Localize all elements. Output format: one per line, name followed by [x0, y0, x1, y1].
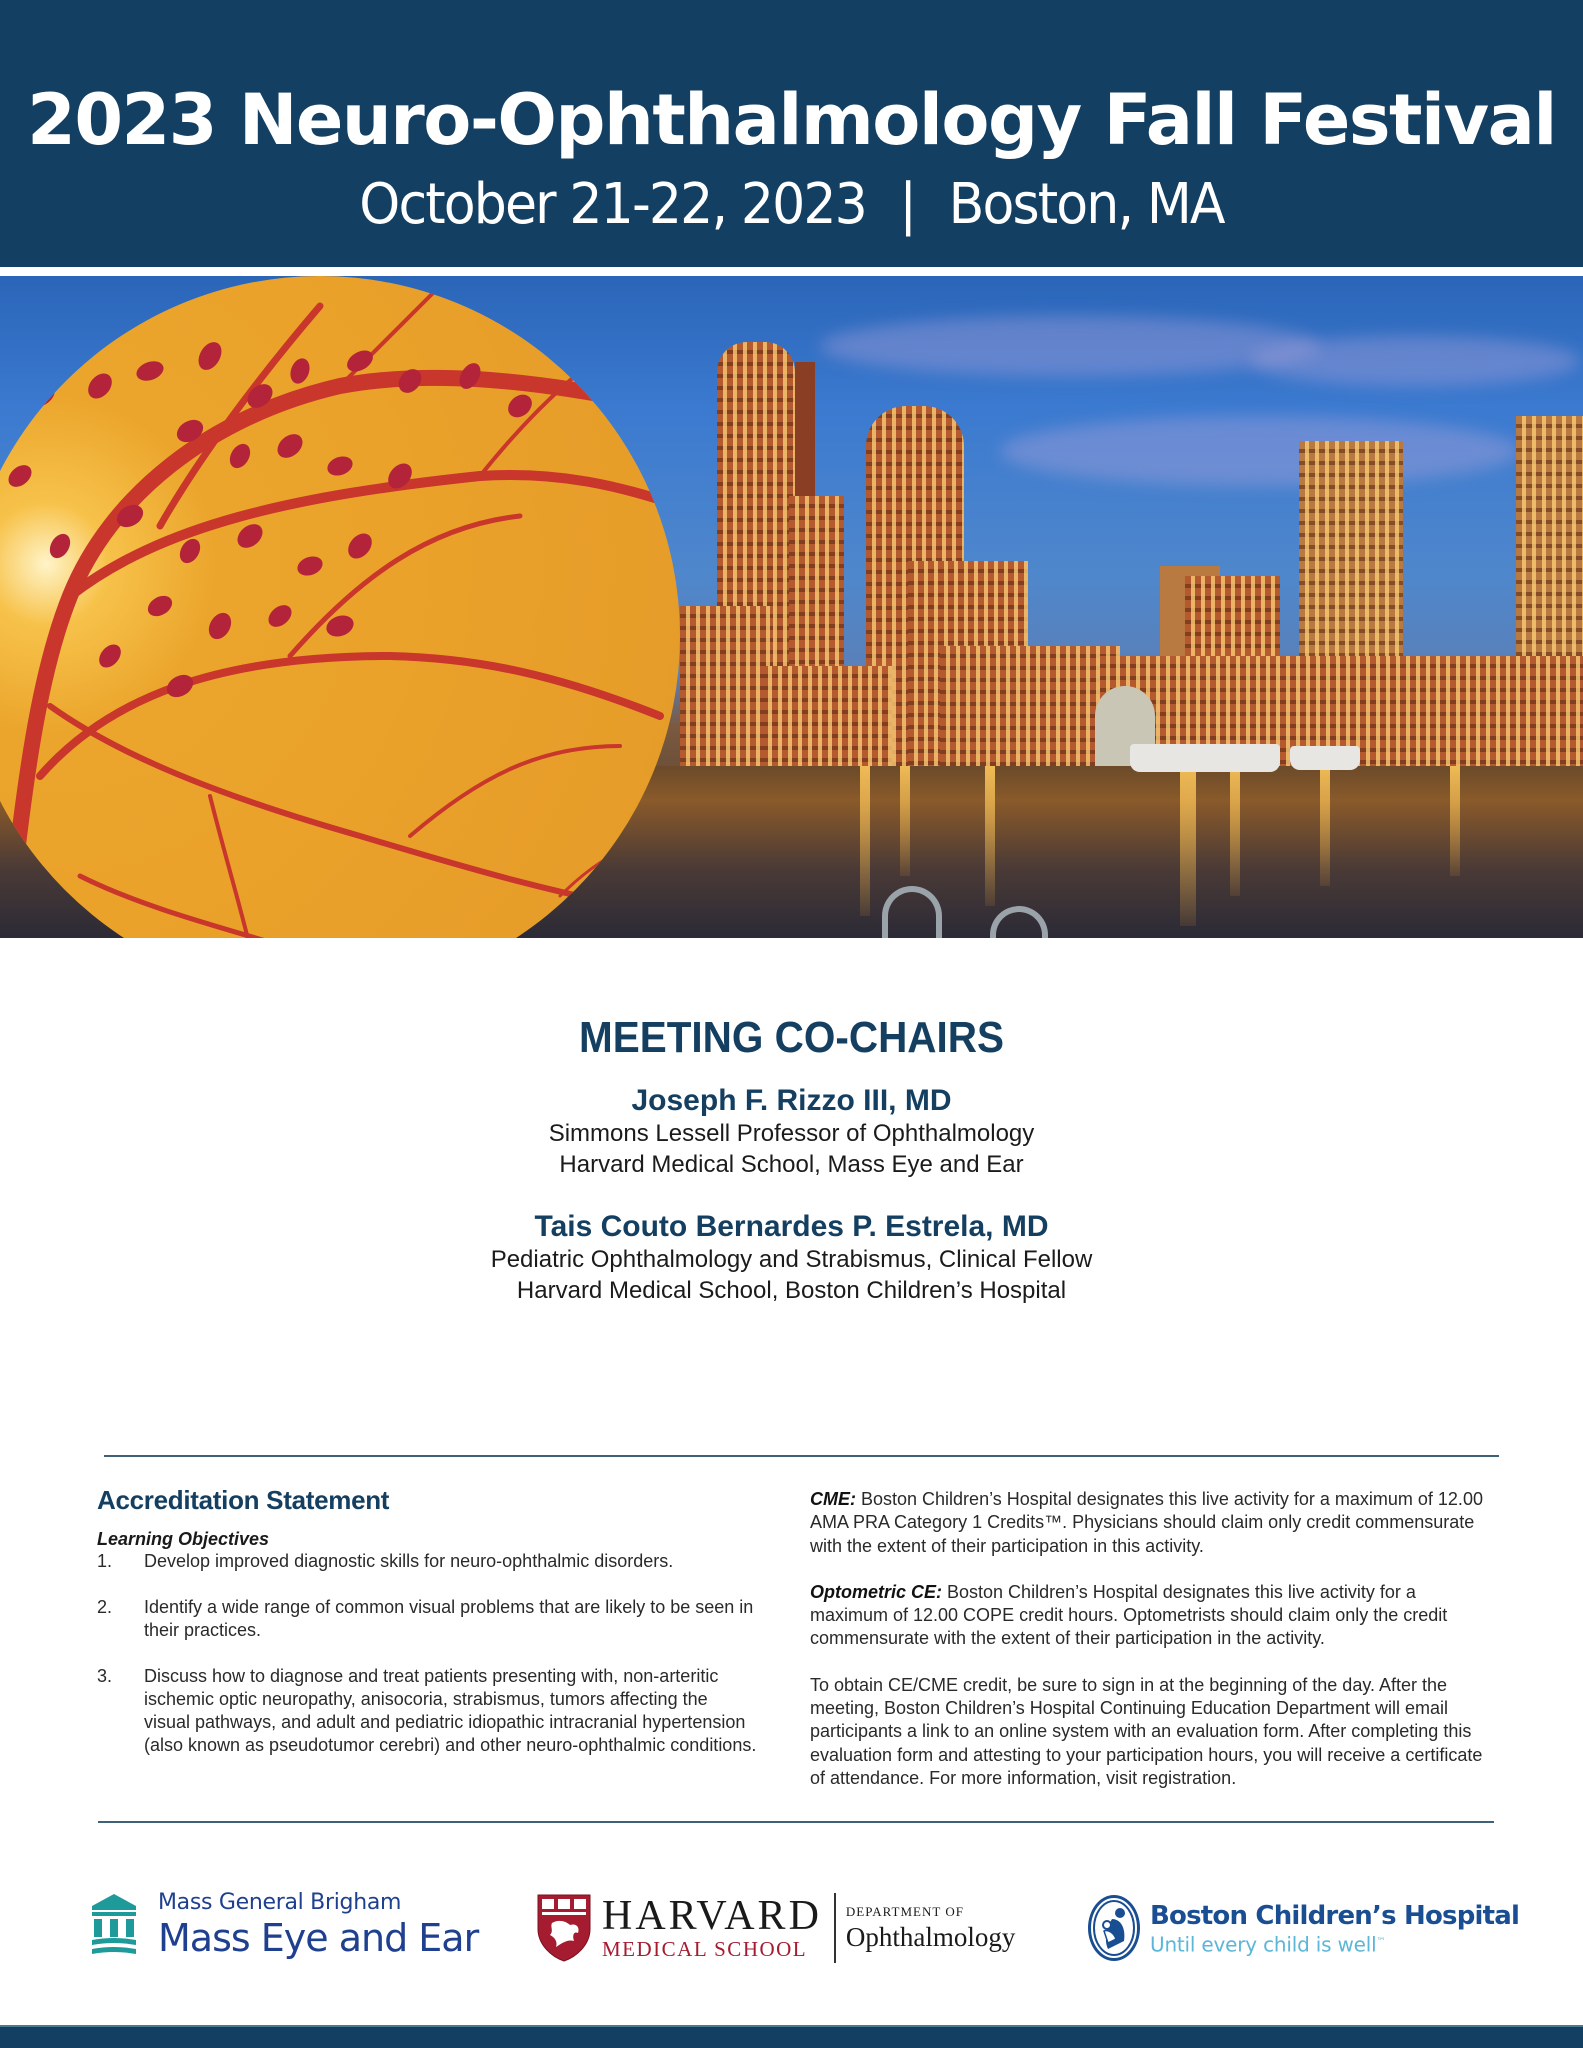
light-reflection — [900, 766, 910, 876]
cochair-title: Pediatric Ophthalmology and Strabismus, Clinical Fellow — [490, 1246, 1093, 1273]
optometric-ce-text: Boston Children’s Hospital designates this live activity for a maximum of 12.00 COPE credit hours. Optometrists should claim only the credit commensurate with the extent of their participation in the activity. — [810, 1581, 1448, 1649]
cochair-name: Tais Couto Bernardes P. Estrela, MD — [534, 1210, 1049, 1243]
cme-label: CME: — [810, 1489, 856, 1509]
white-divider-stripe — [0, 267, 1583, 276]
event-title: 2023 Neuro-Ophthalmology Fall Festival — [27, 79, 1556, 161]
bottom-divider — [98, 1821, 1494, 1823]
light-reflection — [1180, 766, 1196, 926]
tree-illustration-icon — [0, 276, 680, 938]
top-divider — [104, 1455, 1499, 1457]
accreditation-right-column — [810, 1488, 1490, 1790]
tree-sun-overlay — [0, 276, 680, 938]
building — [762, 666, 892, 766]
hero-image — [0, 276, 1583, 938]
event-location: Boston, MA — [948, 172, 1224, 237]
medical-school-text: MEDICAL SCHOOL — [602, 1937, 808, 1961]
optometric-ce-label: Optometric CE: — [810, 1581, 943, 1602]
learning-objectives-heading: Learning Objectives — [97, 1529, 270, 1549]
objective-number: 2. — [97, 1597, 113, 1617]
cochair-affiliation: Harvard Medical School, Mass Eye and Ear — [559, 1151, 1024, 1178]
department-text — [846, 1903, 1016, 1953]
cochair-2 — [0, 1210, 1583, 1306]
harvard-name: HARVARD — [602, 1893, 822, 1939]
separator: | — [899, 172, 916, 237]
meei-line: Mass Eye and Ear — [158, 1916, 479, 1960]
objective-text: Identify a wide range of common visual problems that are likely to be seen in their practices. — [144, 1597, 754, 1640]
cochairs-heading: MEETING CO-CHAIRS — [578, 1013, 1005, 1062]
mass-eye-and-ear-text — [158, 1890, 478, 1960]
mgb-line: Mass General Brigham — [158, 1890, 402, 1915]
cloud — [1000, 416, 1520, 486]
objective-text: Discuss how to diagnose and treat patients presenting with, non-arteritic ischemic optic neuropathy, anisocoria, strabismus, tumors affecting the visual pathways, and adult and pediatric idiopathic intracranial hypertension (also known as pseudotumor cerebri) and other neuro-ophthalmic conditions. — [144, 1666, 757, 1755]
department-name: Ophthalmology — [845, 1922, 1016, 1952]
light-reflection — [1230, 766, 1240, 896]
objective-item — [97, 1550, 757, 1573]
veritas-shield-icon — [536, 1893, 592, 1963]
department-label: DEPARTMENT OF — [845, 1904, 964, 1919]
accreditation-left-column — [97, 1484, 757, 1757]
mass-eye-and-ear-logo — [90, 1890, 478, 1960]
cme-paragraph — [810, 1488, 1490, 1558]
tagline-text: Until every child is well — [1150, 1932, 1377, 1957]
harvard-wordmark — [602, 1895, 822, 1961]
event-date-location — [55, 170, 1527, 240]
meeting-cochairs-section — [0, 1010, 1583, 1306]
light-reflection — [1320, 766, 1330, 886]
cochair-title: Simmons Lessell Professor of Ophthalmology — [548, 1120, 1035, 1147]
harvard-medical-school-logo — [536, 1893, 1015, 1963]
building — [680, 606, 770, 776]
cochair-affiliation: Harvard Medical School, Boston Children’s Hospital — [516, 1277, 1067, 1304]
mother-child-seal-icon — [1086, 1893, 1142, 1963]
obtain-credit-paragraph: To obtain CE/CME credit, be sure to sign in at the beginning of the day. After the meeting, Boston Children’s Hospital Continuing Education Department will email participants a link to an online system with an evaluation form. After completing this evaluation form and attesting to your participation hours, you will receive a certificate of attendance. For more information, visit registration. — [810, 1674, 1483, 1788]
event-date: October 21-22, 2023 — [359, 172, 866, 237]
boat — [1130, 744, 1280, 772]
building — [940, 646, 1120, 766]
bch-tagline — [1150, 1931, 1519, 1956]
objective-number: 3. — [97, 1666, 113, 1686]
ladder-rail — [882, 886, 942, 938]
cochair-name: Joseph F. Rizzo III, MD — [631, 1084, 952, 1117]
header-banner — [0, 0, 1583, 267]
cloud — [1250, 336, 1580, 386]
objective-item — [97, 1596, 757, 1642]
objective-item — [97, 1665, 757, 1757]
objective-number: 1. — [97, 1551, 113, 1571]
trademark-mark: ™ — [1376, 1936, 1386, 1947]
boston-childrens-text — [1150, 1901, 1519, 1956]
optometric-ce-paragraph — [810, 1581, 1490, 1651]
cochair-1 — [0, 1084, 1583, 1180]
footer-bar — [0, 2025, 1583, 2048]
cme-text: Boston Children’s Hospital designates this live activity for a maximum of 12.00 AMA PRA Category 1 Credits™. Physicians should claim only credit commensurate with the extent of their participation in this activity. — [810, 1489, 1483, 1556]
light-reflection — [985, 766, 995, 906]
accreditation-heading: Accreditation Statement — [97, 1485, 390, 1515]
light-reflection — [1450, 766, 1460, 876]
cloud — [820, 316, 1320, 376]
objective-text: Develop improved diagnostic skills for neuro-ophthalmic disorders. — [144, 1551, 674, 1571]
building-columns-icon — [90, 1892, 138, 1958]
boat — [1290, 746, 1360, 770]
logo-divider — [834, 1893, 836, 1963]
bch-name: Boston Children’s Hospital — [1150, 1900, 1520, 1931]
boston-childrens-hospital-logo — [1086, 1893, 1519, 1963]
light-reflection — [860, 766, 870, 916]
